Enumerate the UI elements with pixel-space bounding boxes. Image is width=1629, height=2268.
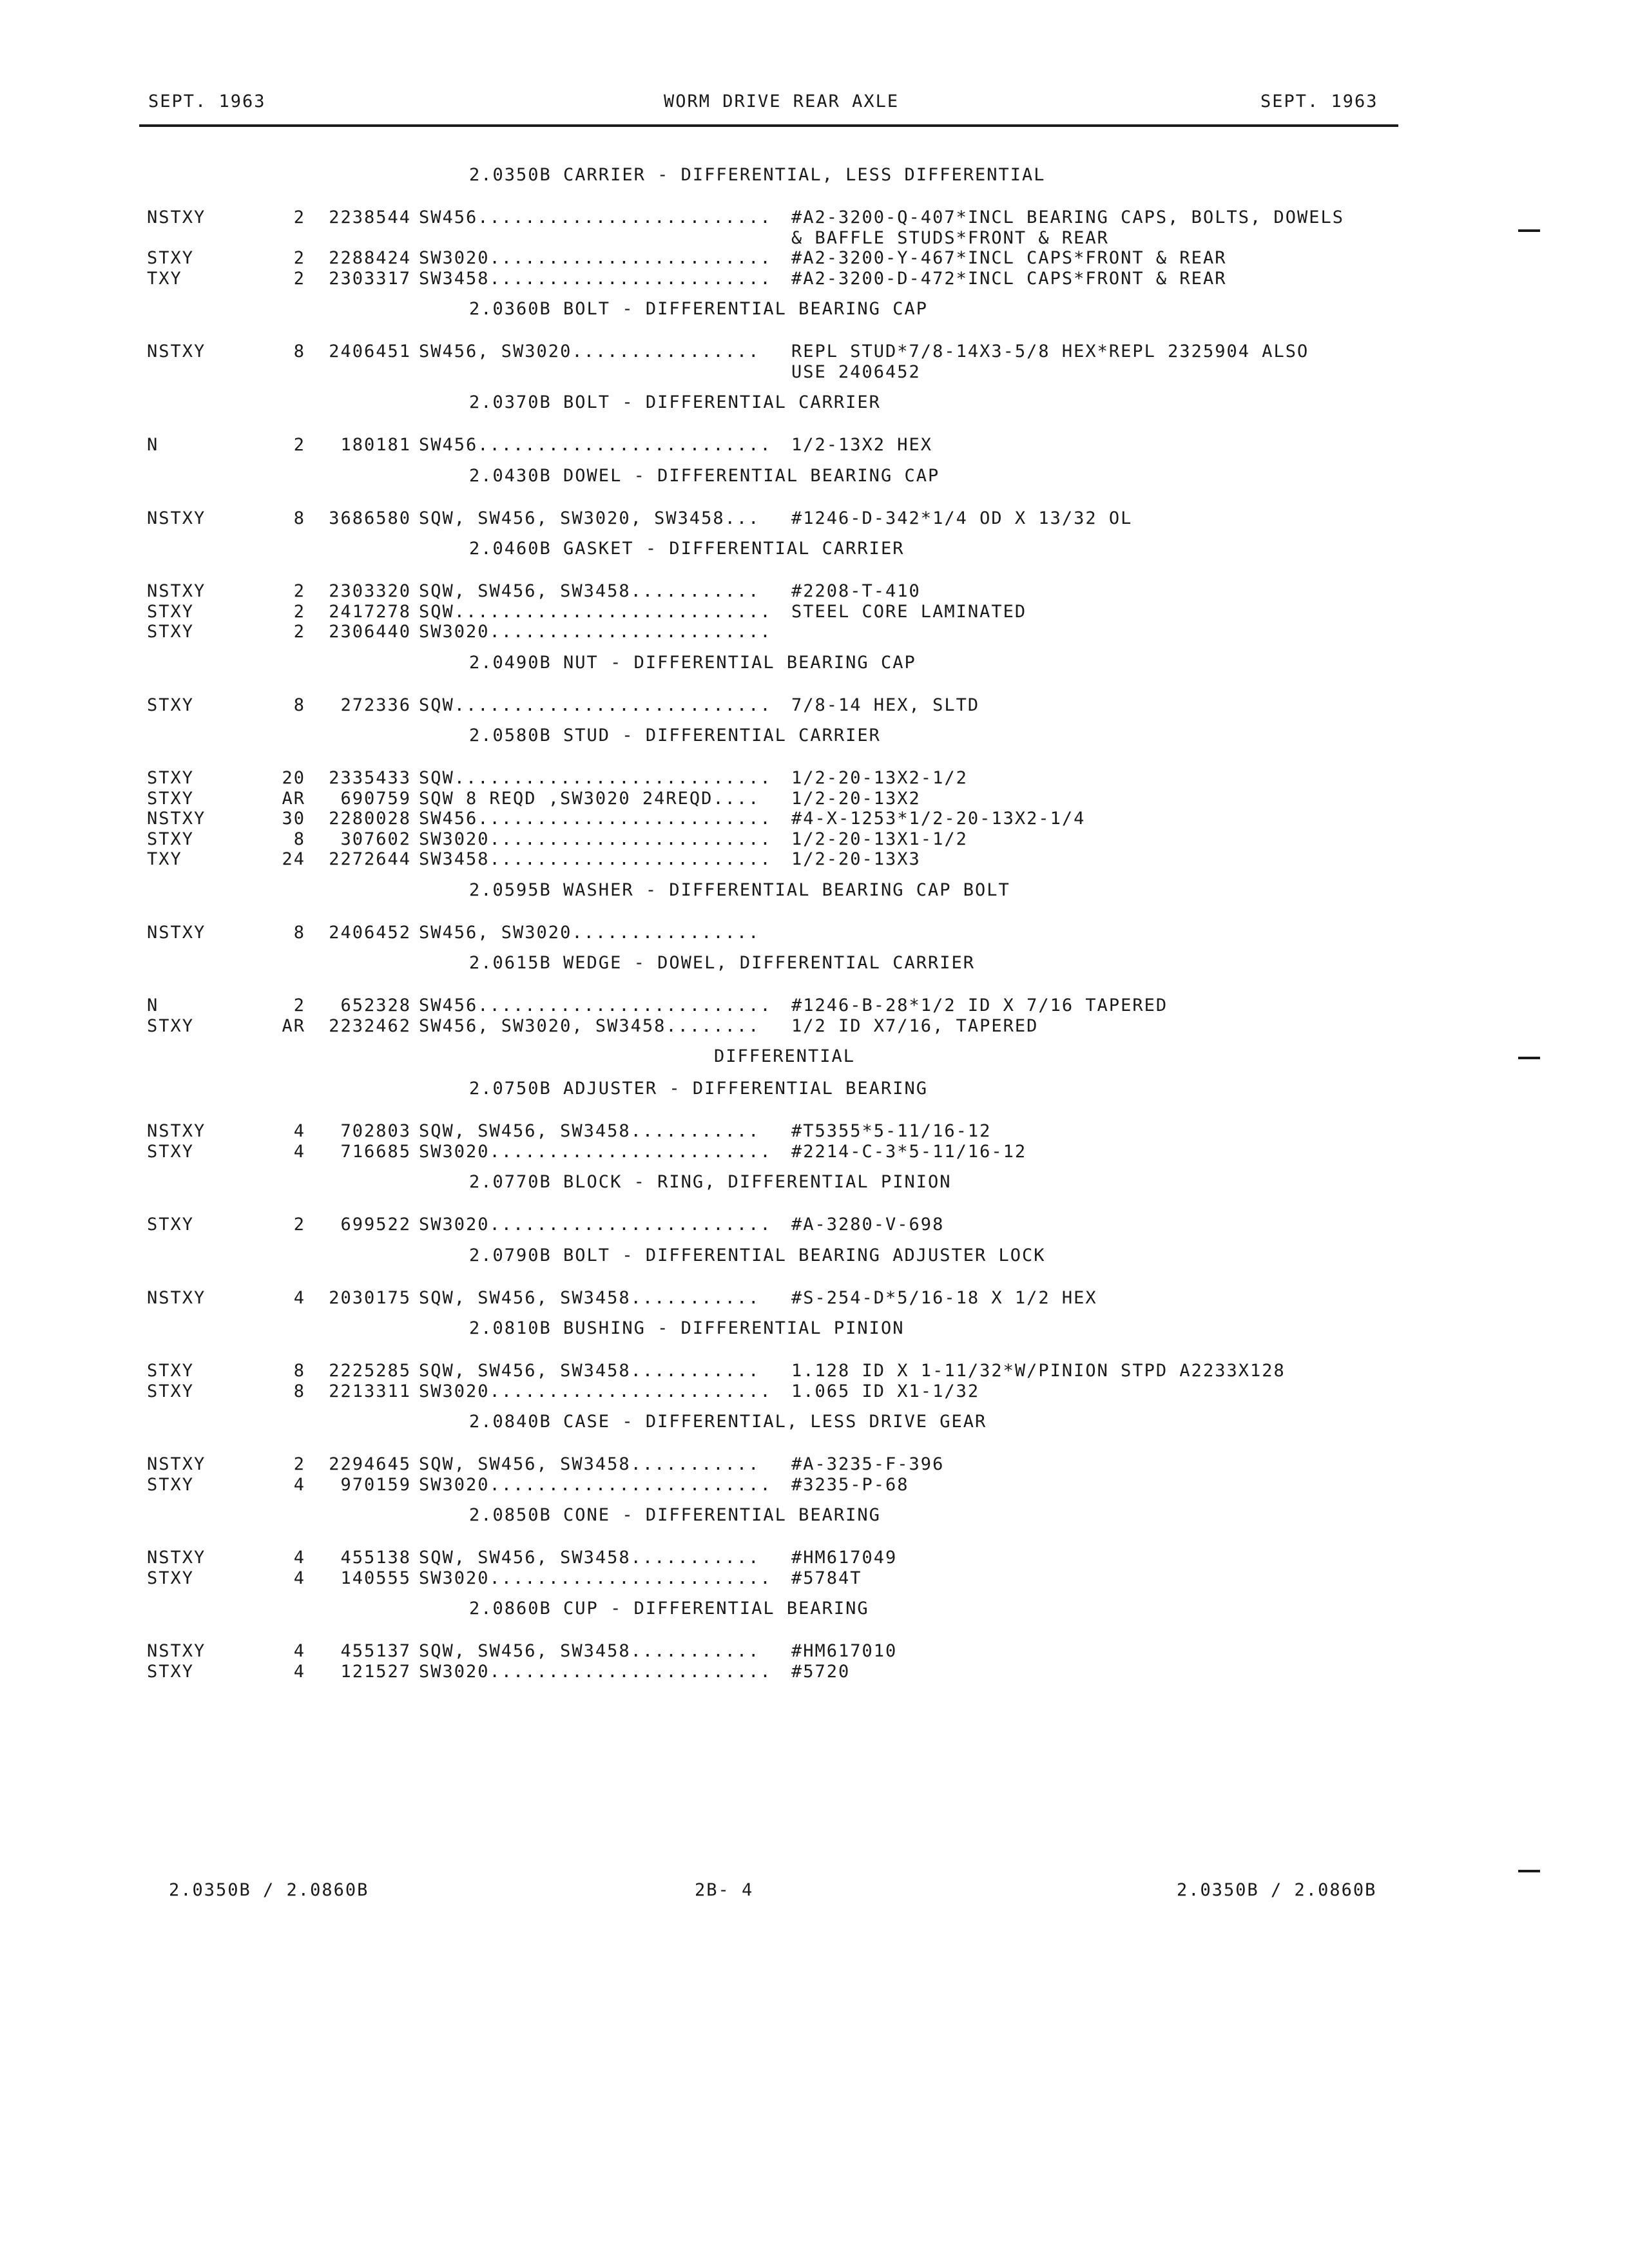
quantity: 2	[293, 248, 305, 268]
quantity: 2	[293, 622, 305, 642]
part-number: 2406452	[329, 922, 411, 943]
applicable-models: SW456.........................	[419, 207, 772, 227]
margin-change-mark	[1518, 1870, 1540, 1872]
applicable-models: SQW, SW456, SW3458...........	[419, 1287, 760, 1308]
footer-range-left: 2.0350B / 2.0860B	[169, 1880, 369, 1900]
quantity: 2	[293, 581, 305, 601]
part-number: 2417278	[329, 601, 411, 622]
part-description: #4-X-1253*1/2-20-13X2-1/4	[791, 809, 1086, 829]
part-row	[147, 248, 1423, 269]
model-codes: STXY	[147, 788, 195, 809]
part-row	[147, 508, 1423, 529]
part-description: #1246-D-342*1/4 OD X 13/32 OL	[791, 508, 1133, 528]
part-row	[147, 809, 1423, 829]
part-description: #A2-3200-Y-467*INCL CAPS*FRONT & REAR	[791, 248, 1227, 268]
part-description: #A-3235-F-396	[791, 1454, 945, 1474]
part-description: 1/2-20-13X1-1/2	[791, 829, 968, 849]
quantity: AR	[282, 788, 305, 809]
part-number: 272336	[340, 695, 411, 715]
part-row	[147, 1215, 1423, 1235]
part-number: 690759	[340, 788, 411, 809]
part-description: 7/8-14 HEX, SLTD	[791, 695, 980, 715]
model-codes: NSTXY	[147, 922, 206, 943]
part-row	[147, 789, 1423, 809]
model-codes: NSTXY	[147, 508, 206, 528]
section-heading: 2.0595B WASHER - DIFFERENTIAL BEARING CAP BOLT	[469, 879, 1010, 900]
model-codes: STXY	[147, 622, 195, 642]
part-description: #5784T	[791, 1568, 862, 1588]
part-row	[147, 341, 1423, 362]
part-row	[147, 695, 1423, 716]
applicable-models: SQW, SW456, SW3458...........	[419, 1454, 760, 1474]
model-codes: N	[147, 995, 159, 1015]
part-number: 140555	[340, 1568, 411, 1588]
applicable-models: SQW, SW456, SW3458...........	[419, 1361, 760, 1381]
footer-range-right: 2.0350B / 2.0860B	[1177, 1880, 1377, 1900]
part-number: 455138	[340, 1548, 411, 1568]
quantity: 4	[293, 1548, 305, 1568]
applicable-models: SQW...........................	[419, 768, 772, 788]
part-row	[147, 1381, 1423, 1402]
part-row	[147, 849, 1423, 870]
section-heading: 2.0810B BUSHING - DIFFERENTIAL PINION	[469, 1318, 905, 1338]
part-number: 2225285	[329, 1361, 411, 1381]
part-row	[147, 829, 1423, 850]
section-heading: 2.0750B ADJUSTER - DIFFERENTIAL BEARING	[469, 1079, 928, 1099]
model-codes: NSTXY	[147, 1454, 206, 1474]
quantity: 30	[282, 809, 305, 829]
part-description: 1/2-20-13X3	[791, 849, 921, 869]
part-number: 180181	[340, 435, 411, 455]
applicable-models: SW3020........................	[419, 622, 772, 642]
part-row	[147, 1662, 1423, 1682]
model-codes: STXY	[147, 601, 195, 622]
applicable-models: SW3020........................	[419, 1661, 772, 1682]
part-description: #S-254-D*5/16-18 X 1/2 HEX	[791, 1287, 1097, 1308]
quantity: 8	[293, 695, 305, 715]
part-number: 652328	[340, 995, 411, 1015]
model-codes: STXY	[147, 1661, 195, 1682]
quantity: 8	[293, 1381, 305, 1401]
model-codes: STXY	[147, 1361, 195, 1381]
part-row	[147, 622, 1423, 642]
part-number: 2238544	[329, 207, 411, 227]
model-codes: STXY	[147, 1381, 195, 1401]
part-row	[147, 1288, 1423, 1309]
part-number: 702803	[340, 1121, 411, 1141]
part-number: 2288424	[329, 248, 411, 268]
parts-list	[147, 155, 1423, 1682]
part-row	[147, 923, 1423, 943]
model-codes: NSTXY	[147, 809, 206, 829]
part-row	[147, 1016, 1423, 1037]
part-description: #A2-3200-D-472*INCL CAPS*FRONT & REAR	[791, 268, 1227, 289]
part-description: 1.065 ID X1-1/32	[791, 1381, 980, 1401]
model-codes: STXY	[147, 1015, 195, 1036]
part-number: 2213311	[329, 1381, 411, 1401]
part-row	[147, 435, 1423, 456]
applicable-models: SW3020........................	[419, 1474, 772, 1495]
section-heading: 2.0790B BOLT - DIFFERENTIAL BEARING ADJUSTER LOCK	[469, 1245, 1046, 1265]
model-codes: STXY	[147, 768, 195, 788]
quantity: 2	[293, 207, 305, 227]
part-row	[147, 768, 1423, 789]
footer-page-number: 2B- 4	[695, 1880, 754, 1900]
part-description: #HM617049	[791, 1548, 898, 1568]
part-description: 1/2 ID X7/16, TAPERED	[791, 1015, 1039, 1036]
quantity: 2	[293, 435, 305, 455]
part-description: #2214-C-3*5-11/16-12	[791, 1141, 1027, 1162]
applicable-models: SW3020........................	[419, 1215, 772, 1235]
applicable-models: SW3020........................	[419, 1141, 772, 1162]
model-codes: STXY	[147, 1474, 195, 1495]
applicable-models: SW3020........................	[419, 829, 772, 849]
part-description: #1246-B-28*1/2 ID X 7/16 TAPERED	[791, 995, 1168, 1015]
part-number: 2406451	[329, 341, 411, 361]
part-row	[147, 269, 1423, 289]
model-codes: NSTXY	[147, 1121, 206, 1141]
part-number: 716685	[340, 1141, 411, 1162]
section-heading: 2.0840B CASE - DIFFERENTIAL, LESS DRIVE GEAR	[469, 1412, 987, 1432]
part-number: 121527	[340, 1661, 411, 1682]
part-description: #5720	[791, 1661, 851, 1682]
applicable-models: SW456, SW3020................	[419, 341, 760, 361]
applicable-models: SW3458........................	[419, 268, 772, 289]
model-codes: NSTXY	[147, 1548, 206, 1568]
quantity: 8	[293, 922, 305, 943]
applicable-models: SQW, SW456, SW3458...........	[419, 581, 760, 601]
part-description: REPL STUD*7/8-14X3-5/8 HEX*REPL 2325904 ALSO	[791, 341, 1309, 361]
model-codes: NSTXY	[147, 581, 206, 601]
part-number: 699522	[340, 1215, 411, 1235]
quantity: 4	[293, 1141, 305, 1162]
quantity: 8	[293, 341, 305, 361]
quantity: 2	[293, 995, 305, 1015]
quantity: 2	[293, 1454, 305, 1474]
part-number: 2303320	[329, 581, 411, 601]
part-number: 2335433	[329, 768, 411, 788]
part-description: #A-3280-V-698	[791, 1215, 945, 1235]
part-number: 455137	[340, 1641, 411, 1661]
part-number: 2294645	[329, 1454, 411, 1474]
part-row	[147, 995, 1423, 1016]
section-heading: 2.0615B WEDGE - DOWEL, DIFFERENTIAL CARRIER	[469, 953, 975, 973]
applicable-models: SQW...........................	[419, 695, 772, 715]
section-heading: 2.0770B BLOCK - RING, DIFFERENTIAL PINION	[469, 1172, 952, 1192]
applicable-models: SW3020........................	[419, 1381, 772, 1401]
part-number: 2272644	[329, 849, 411, 869]
section-heading: 2.0490B NUT - DIFFERENTIAL BEARING CAP	[469, 652, 916, 673]
margin-change-mark	[1518, 229, 1540, 232]
part-number: 307602	[340, 829, 411, 849]
part-row	[147, 1548, 1423, 1568]
part-number: 2030175	[329, 1287, 411, 1308]
part-row	[147, 1121, 1423, 1142]
applicable-models: SQW 8 REQD ,SW3020 24REQD....	[419, 788, 760, 809]
quantity: 8	[293, 829, 305, 849]
part-row	[147, 581, 1423, 602]
quantity: 4	[293, 1121, 305, 1141]
section-heading: 2.0460B GASKET - DIFFERENTIAL CARRIER	[469, 539, 905, 559]
applicable-models: SW456, SW3020, SW3458........	[419, 1015, 760, 1036]
header-title: WORM DRIVE REAR AXLE	[664, 91, 900, 111]
model-codes: NSTXY	[147, 207, 206, 227]
quantity: 2	[293, 268, 305, 289]
quantity: 20	[282, 768, 305, 788]
part-row	[147, 1361, 1423, 1381]
applicable-models: SQW, SW456, SW3458...........	[419, 1548, 760, 1568]
applicable-models: SW456.........................	[419, 995, 772, 1015]
model-codes: STXY	[147, 829, 195, 849]
applicable-models: SQW...........................	[419, 601, 772, 622]
model-codes: STXY	[147, 1141, 195, 1162]
part-description: 1/2-20-13X2-1/2	[791, 768, 968, 788]
section-heading: 2.0350B CARRIER - DIFFERENTIAL, LESS DIFFERENTIAL	[469, 165, 1046, 185]
section-heading: 2.0860B CUP - DIFFERENTIAL BEARING	[469, 1599, 869, 1619]
applicable-models: SW3020........................	[419, 248, 772, 268]
quantity: 4	[293, 1474, 305, 1495]
part-row	[147, 1454, 1423, 1475]
quantity: 2	[293, 1215, 305, 1235]
applicable-models: SW456.........................	[419, 809, 772, 829]
margin-change-mark	[1518, 1057, 1540, 1059]
model-codes: TXY	[147, 849, 182, 869]
model-codes: STXY	[147, 248, 195, 268]
part-description: #A2-3200-Q-407*INCL BEARING CAPS, BOLTS, DOWELS	[791, 207, 1345, 227]
model-codes: NSTXY	[147, 1287, 206, 1308]
applicable-models: SW456, SW3020................	[419, 922, 760, 943]
applicable-models: SQW, SW456, SW3458...........	[419, 1641, 760, 1661]
group-heading: DIFFERENTIAL	[714, 1046, 856, 1066]
applicable-models: SW3020........................	[419, 1568, 772, 1588]
applicable-models: SW456.........................	[419, 435, 772, 455]
part-description: #2208-T-410	[791, 581, 921, 601]
header-date-right: SEPT. 1963	[1260, 91, 1378, 111]
part-number: 3686580	[329, 508, 411, 528]
part-description: #3235-P-68	[791, 1474, 909, 1495]
description-continuation: & BAFFLE STUDS*FRONT & REAR	[791, 227, 1109, 248]
part-row	[147, 207, 1423, 228]
section-heading: 2.0360B BOLT - DIFFERENTIAL BEARING CAP	[469, 299, 928, 319]
part-description: 1/2-13X2 HEX	[791, 435, 933, 455]
applicable-models: SW3458........................	[419, 849, 772, 869]
model-codes: TXY	[147, 268, 182, 289]
part-number: 2280028	[329, 809, 411, 829]
model-codes: STXY	[147, 695, 195, 715]
part-description: #T5355*5-11/16-12	[791, 1121, 992, 1141]
part-description: 1.128 ID X 1-11/32*W/PINION STPD A2233X128	[791, 1361, 1286, 1381]
model-codes: STXY	[147, 1568, 195, 1588]
quantity: 8	[293, 1361, 305, 1381]
part-row	[147, 602, 1423, 622]
quantity: 24	[282, 849, 305, 869]
quantity: 4	[293, 1641, 305, 1661]
header-rule	[139, 124, 1398, 127]
part-description: #HM617010	[791, 1641, 898, 1661]
section-heading: 2.0370B BOLT - DIFFERENTIAL CARRIER	[469, 392, 881, 412]
model-codes: NSTXY	[147, 1641, 206, 1661]
header-date-left: SEPT. 1963	[148, 91, 266, 111]
part-description: 1/2-20-13X2	[791, 788, 921, 809]
part-number: 2306440	[329, 622, 411, 642]
part-row	[147, 1641, 1423, 1662]
model-codes: NSTXY	[147, 341, 206, 361]
quantity: 4	[293, 1661, 305, 1682]
model-codes: N	[147, 435, 159, 455]
part-description: STEEL CORE LAMINATED	[791, 601, 1027, 622]
section-heading: 2.0850B CONE - DIFFERENTIAL BEARING	[469, 1505, 881, 1525]
quantity: 2	[293, 601, 305, 622]
quantity: 4	[293, 1287, 305, 1308]
quantity: 4	[293, 1568, 305, 1588]
section-heading: 2.0430B DOWEL - DIFFERENTIAL BEARING CAP	[469, 465, 940, 486]
model-codes: STXY	[147, 1215, 195, 1235]
part-number: 2303317	[329, 268, 411, 289]
part-number: 2232462	[329, 1015, 411, 1036]
part-row	[147, 1475, 1423, 1495]
part-description	[791, 923, 1423, 943]
part-description	[791, 622, 1423, 642]
applicable-models: SQW, SW456, SW3458...........	[419, 1121, 760, 1141]
quantity: 8	[293, 508, 305, 528]
quantity: AR	[282, 1015, 305, 1036]
part-row	[147, 1142, 1423, 1162]
part-row	[147, 1568, 1423, 1589]
part-number: 970159	[340, 1474, 411, 1495]
description-continuation: USE 2406452	[791, 361, 921, 382]
applicable-models: SQW, SW456, SW3020, SW3458...	[419, 508, 760, 528]
section-heading: 2.0580B STUD - DIFFERENTIAL CARRIER	[469, 726, 881, 745]
